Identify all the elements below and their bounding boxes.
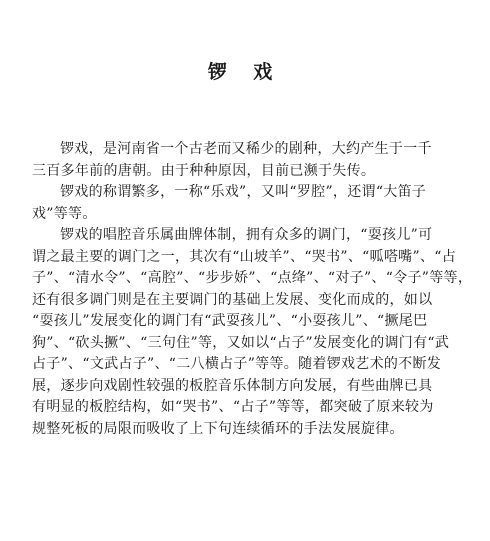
paragraph-line: 占子”、“文武占子”、“二八横占子”等等。随着锣戏艺术的不断发 <box>32 356 442 372</box>
paragraph-line: 展，逐步向戏剧性较强的板腔音乐体制方向发展，有些曲牌已具 <box>32 377 433 394</box>
page-title: 锣 戏 <box>207 61 283 83</box>
paragraph-line: 锣戏，是河南省一个古老而又稀少的剧种，大约产生于一千 <box>60 141 432 157</box>
paragraph-line: 谓之最主要的调门之一，其次有“山坡羊”、“哭书”、“呱嗒嘴”、“占 <box>32 248 456 265</box>
paragraph-line: 锣戏的称谓繁多，一称“乐戏”，又叫“罗腔”，还谓“大笛子 <box>60 184 427 200</box>
paragraph-line: 有明显的板腔结构，如“哭书”、“占子”等等，都突破了原来较为 <box>32 399 434 415</box>
paragraph-line: 狗”、“砍头撅”、“三句住”等，又如以“占子”发展变化的调门有“武 <box>32 334 450 351</box>
paragraph-music <box>32 225 473 440</box>
paragraph-line: 三百多年前的唐朝。由于种种原因，目前已濒于失传。 <box>32 162 376 179</box>
paragraph-line: 子”、“清水令”、“高腔”、“步步娇”、“点绛”、“对子”、“令子”等等， <box>32 270 473 286</box>
paragraph-intro <box>32 139 460 182</box>
paragraph-names <box>32 182 460 225</box>
paragraph-line: 戏”等等。 <box>32 205 97 222</box>
paragraph-line: 还有很多调门则是在主要调门的基础上发展、变化而成的，如以 <box>32 291 433 308</box>
paragraph-line: 锣戏的唱腔音乐属曲牌体制，拥有众多的调门，“耍孩儿”可 <box>60 227 433 243</box>
paragraph-line: “耍孩儿”发展变化的调门有“武耍孩儿”、“小耍孩儿”、“撅尾巴 <box>32 313 428 329</box>
article-body <box>32 139 473 440</box>
paragraph-line: 规整死板的局限而吸收了上下句连续循环的手法发展旋律。 <box>32 420 404 437</box>
